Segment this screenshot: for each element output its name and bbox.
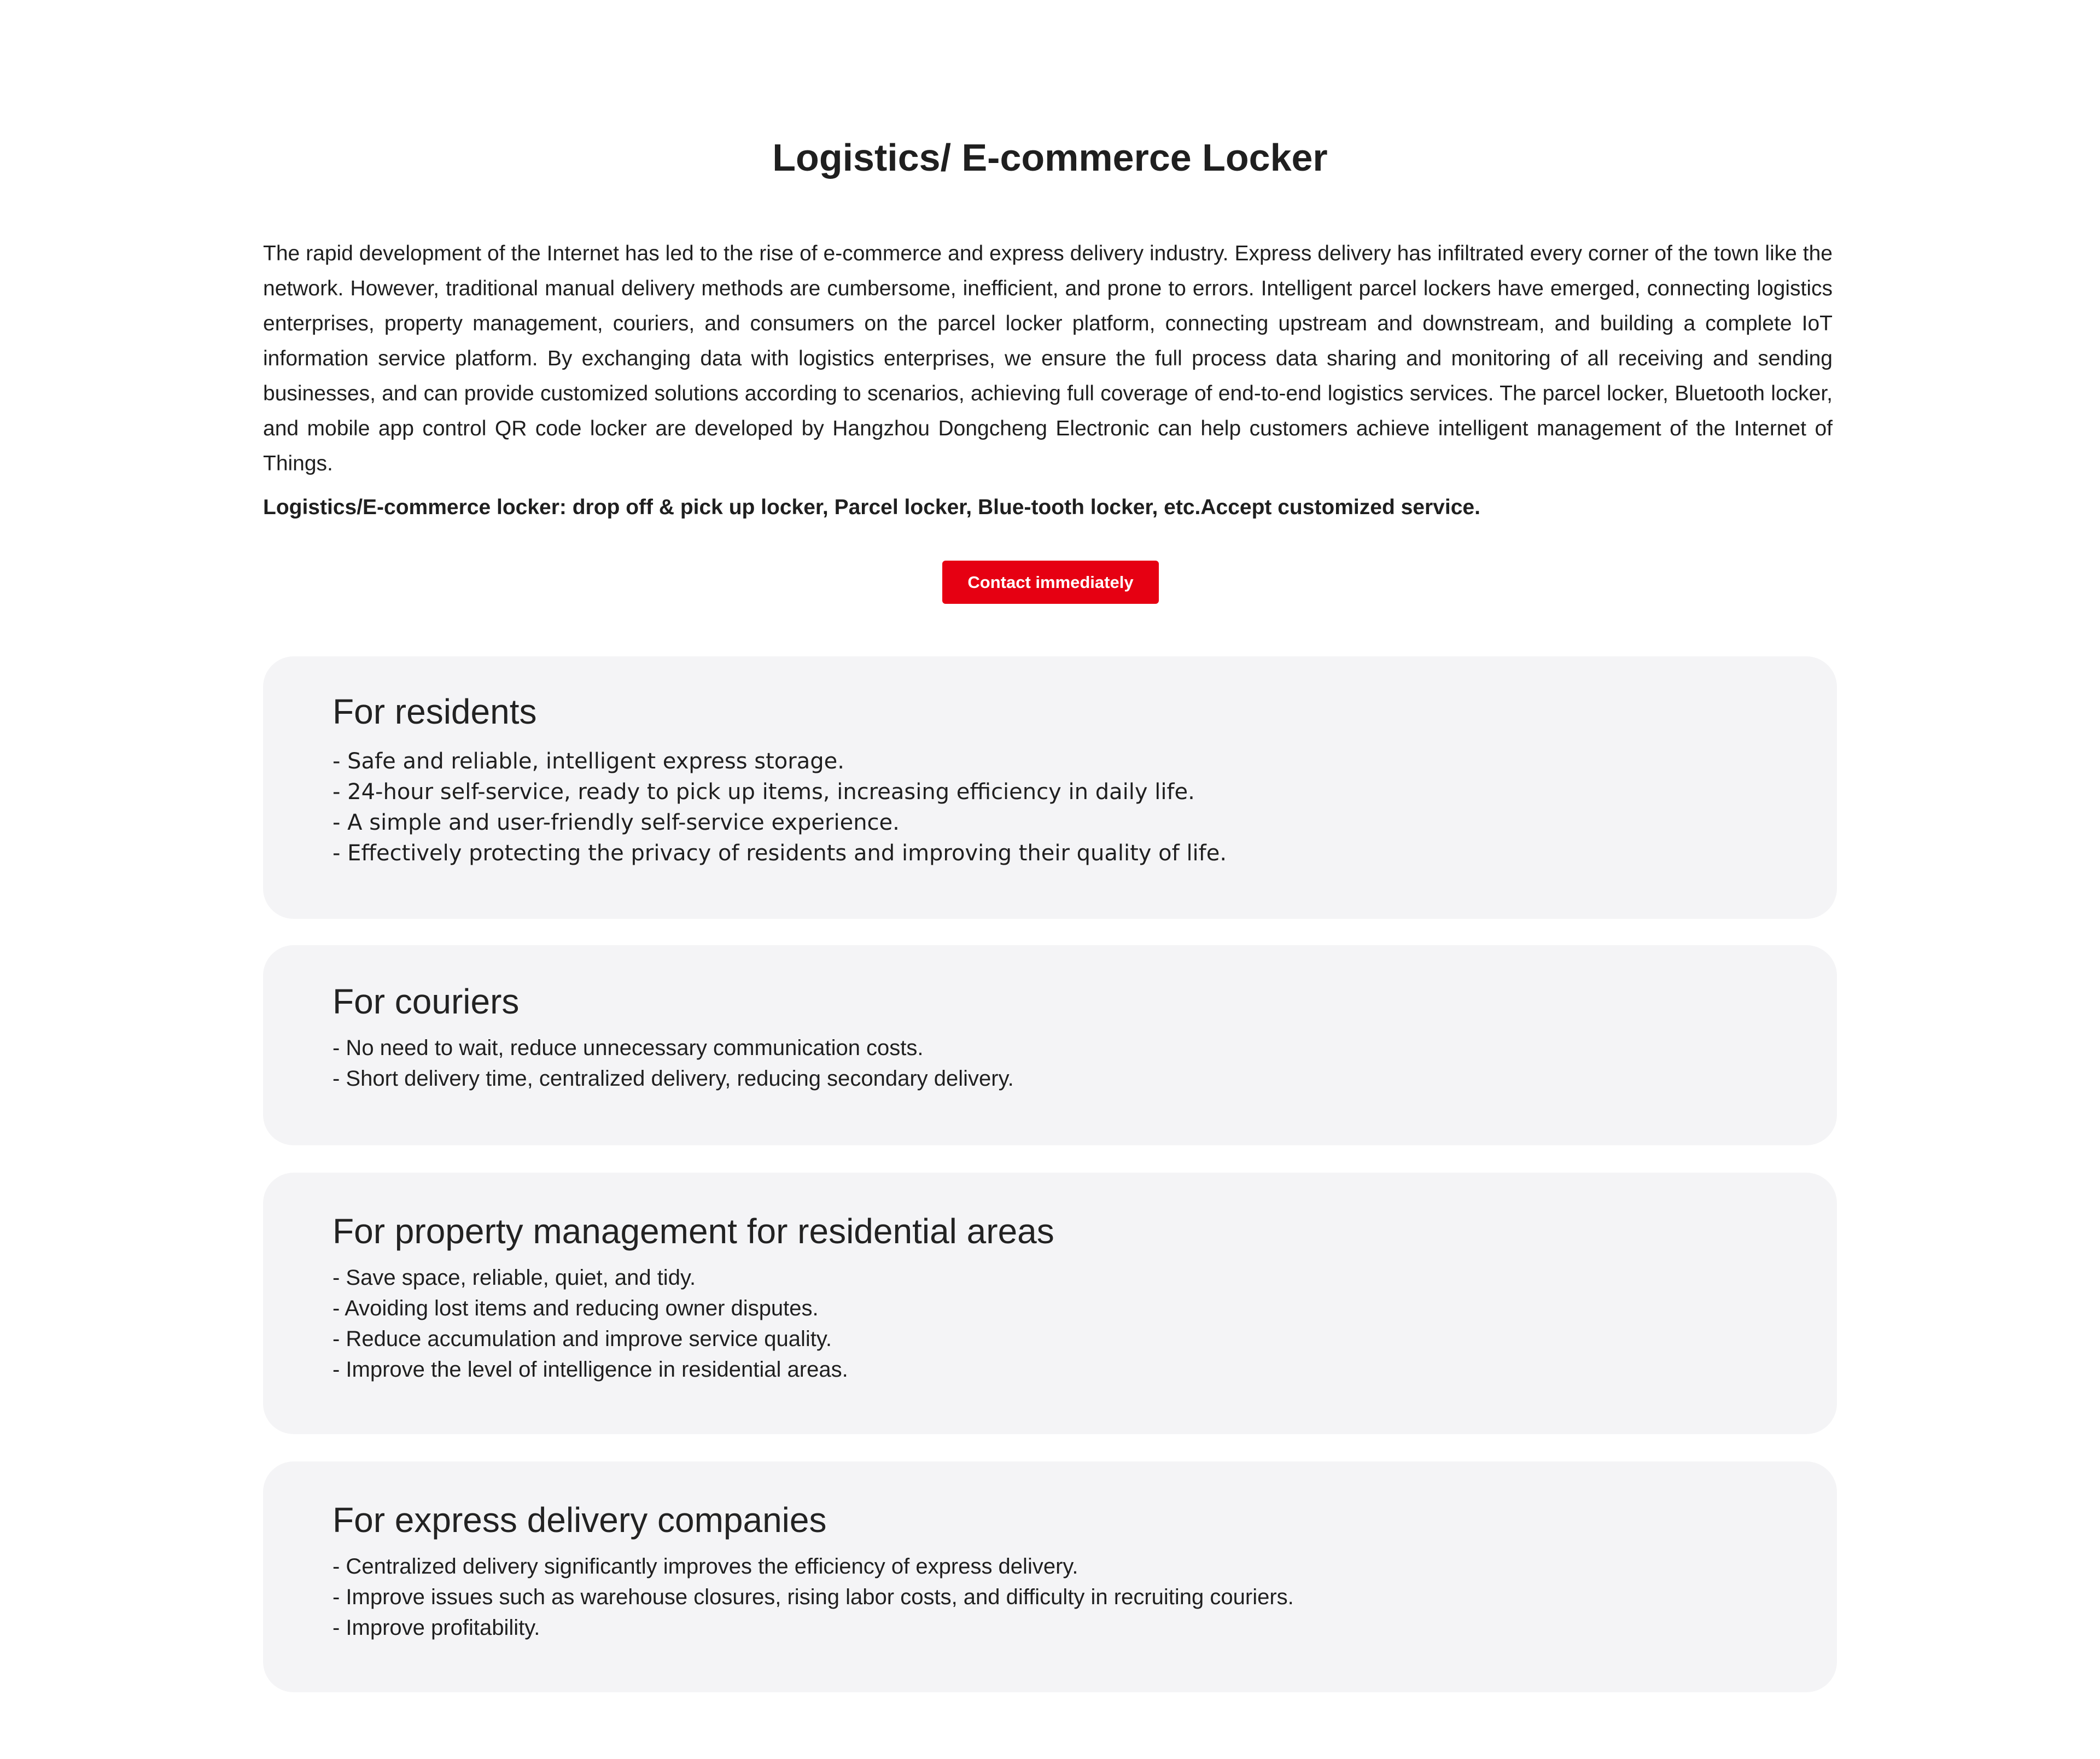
intro-paragraph: The rapid development of the Internet has led to the rise of e-commerce and express delivery industry. Express delivery has infiltrated every corner of the town like the network. However, traditional manual delivery methods are cumbersome, inefficient, and prone to errors. Intelligent parcel lockers have emerged, connecting logistics enterprises, property management, couriers, and consumers on the parcel locker platform, connecting upstream and downstream, and building a complete IoT information service platform. By exchanging data with logistics enterprises, we ensure the full process data sharing and monitoring of all receiving and sending businesses, and can provide customized solutions according to scenarios, achieving full coverage of end-to-end logistics services. The parcel locker, Bluetooth locker, and mobile app control QR code locker are developed by Hangzhou Dongcheng Electronic can help customers achieve intelligent management of the Internet of Things. bbox=[263, 242, 1833, 475]
page-title: Logistics/ E-commerce Locker bbox=[772, 136, 1328, 179]
list-item: - 24-hour self-service, ready to pick up items, increasing efficiency in daily life. bbox=[332, 779, 1195, 805]
card-for-express-delivery-companies bbox=[263, 1461, 1837, 1692]
contact-immediately-button[interactable]: Contact immediately bbox=[942, 561, 1159, 604]
card-title: For property management for residential areas bbox=[332, 1212, 1054, 1251]
benefit-list bbox=[332, 1551, 1837, 1643]
list-item: - Safe and reliable, intelligent express storage. bbox=[332, 749, 844, 774]
list-item: - Save space, reliable, quiet, and tidy. bbox=[332, 1266, 696, 1290]
card-for-property-management bbox=[263, 1173, 1837, 1434]
card-for-couriers bbox=[263, 945, 1837, 1145]
card-title: For couriers bbox=[332, 982, 520, 1021]
list-item: - No need to wait, reduce unnecessary communication costs. bbox=[332, 1036, 924, 1060]
product-tagline: Logistics/E-commerce locker: drop off & pick up locker, Parcel locker, Blue-tooth locker, etc.Accept customized service. bbox=[263, 496, 1480, 519]
list-item: - A simple and user-friendly self-service experience. bbox=[332, 810, 900, 835]
list-item: - Improve the level of intelligence in residential areas. bbox=[332, 1358, 848, 1382]
list-item: - Improve profitability. bbox=[332, 1616, 540, 1640]
benefit-list bbox=[332, 1262, 1837, 1385]
list-item: - Improve issues such as warehouse closures, rising labor costs, and difficulty in recruiting couriers. bbox=[332, 1585, 1294, 1609]
card-title: For express delivery companies bbox=[332, 1500, 827, 1540]
list-item: - Effectively protecting the privacy of residents and improving their quality of life. bbox=[332, 841, 1227, 866]
list-item: - Short delivery time, centralized delivery, reducing secondary delivery. bbox=[332, 1067, 1014, 1091]
list-item: - Centralized delivery significantly improves the efficiency of express delivery. bbox=[332, 1554, 1078, 1579]
benefit-list bbox=[332, 1033, 1837, 1094]
card-title: For residents bbox=[332, 692, 537, 731]
benefit-list bbox=[332, 746, 1837, 869]
list-item: - Avoiding lost items and reducing owner disputes. bbox=[332, 1296, 819, 1320]
list-item: - Reduce accumulation and improve service quality. bbox=[332, 1327, 832, 1351]
card-for-residents bbox=[263, 656, 1837, 919]
